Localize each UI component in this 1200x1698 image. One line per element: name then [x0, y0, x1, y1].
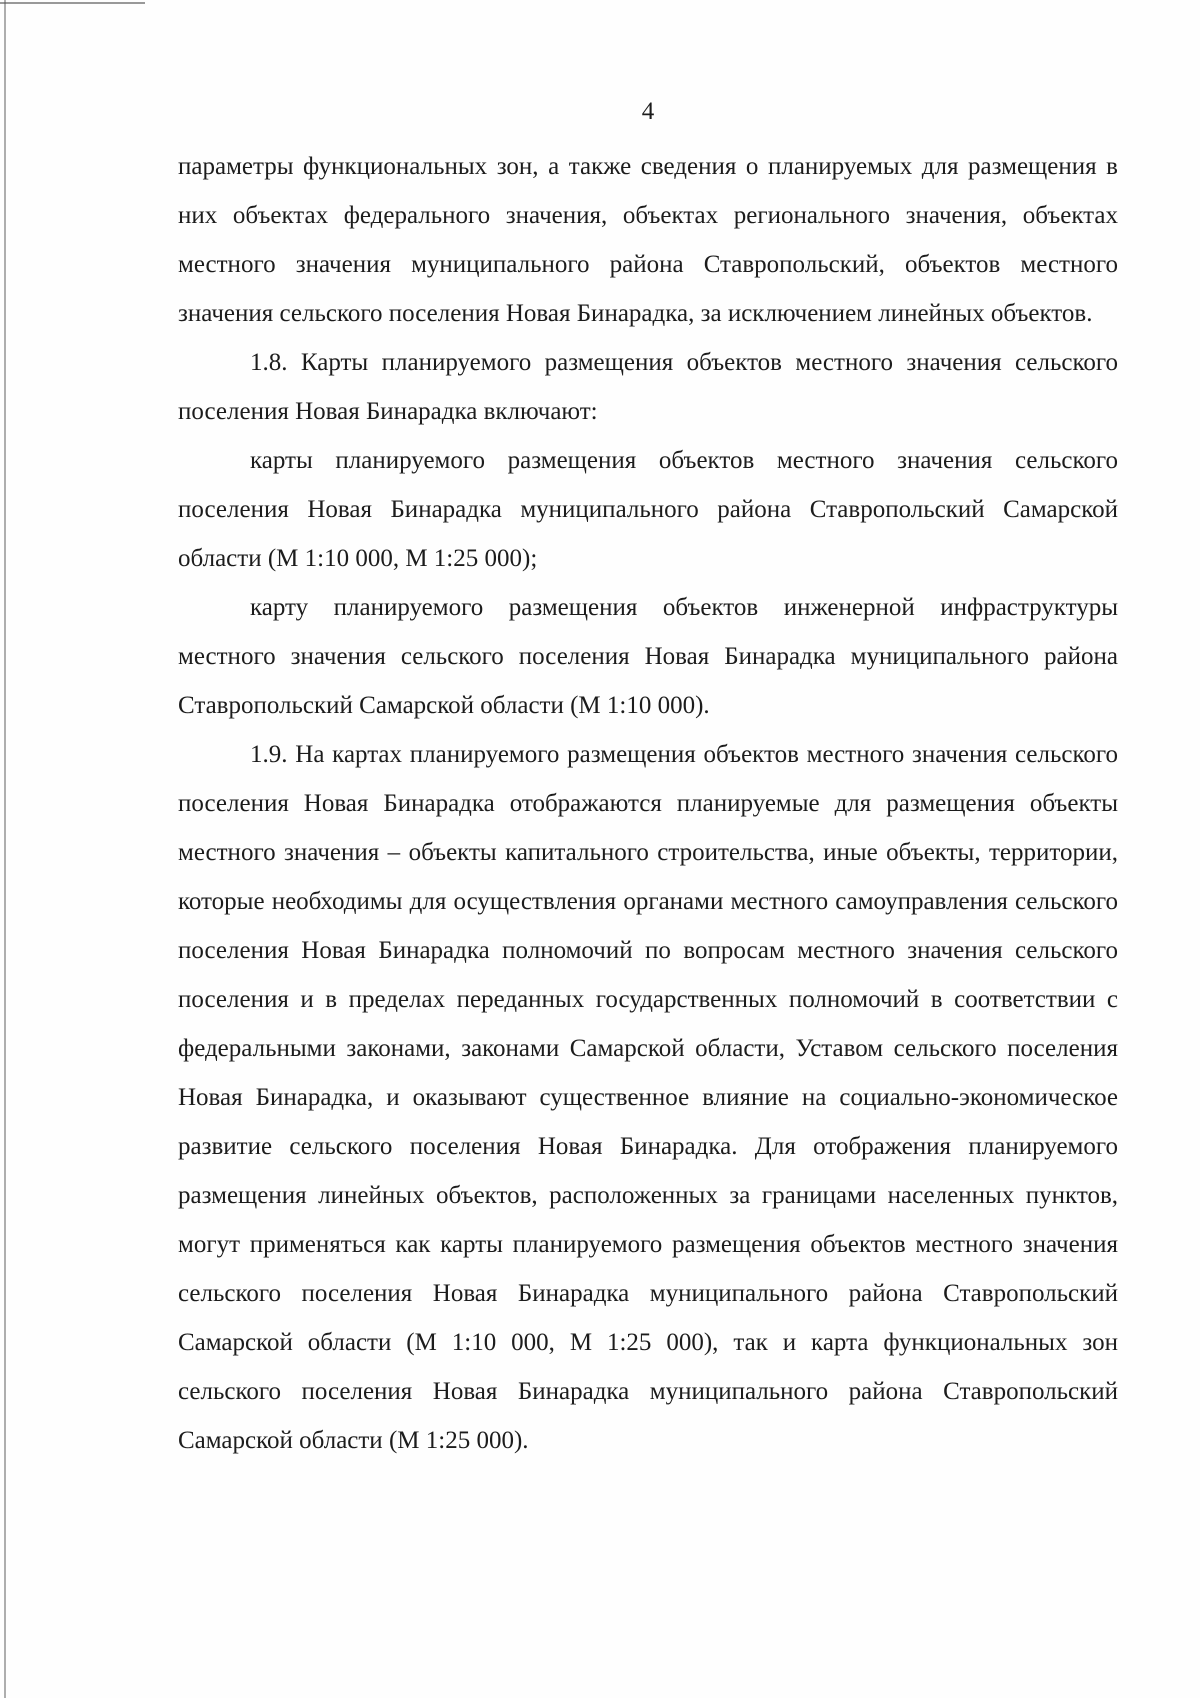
paragraph-map-infrastructure: карту планируемого размещения объектов инженерной инфраструктуры местного значения сельского поселения Новая Бинарадка муниципального района Ставропольский Самарской области (М 1:10 000). — [178, 594, 1118, 719]
scan-left-edge — [4, 0, 6, 1698]
paragraph-maps-local: карты планируемого размещения объектов местного значения сельского поселения Новая Бинарадка муниципального района Ставропольский Самарской области (М 1:10 000, М 1:25 000); — [178, 447, 1118, 572]
paragraph-1-9: 1.9. На картах планируемого размещения объектов местного значения сельского поселения Новая Бинарадка отображаются планируемые для размещения объекты местного значения – объекты капитального строительства, иные объекты, территории, которые необходимы для осуществления органами местного самоуправления сельского поселения Новая Бинарадка полномочий по вопросам местного значения сельского поселения и в пределах переданных государственных полномочий в соответствии с федеральными законами, законами Самарской области, Уставом сельского поселения Новая Бинарадка, и оказывают существенное влияние на социально-экономическое развитие сельского поселения Новая Бинарадка. Для отображения планируемого размещения линейных объектов, расположенных за границами населенных пунктов, могут применяться как карты планируемого размещения объектов местного значения сельского поселения Новая Бинарадка муниципального района Ставропольский Самарской области (М 1:10 000, М 1:25 000), так и карта функциональных зон сельского поселения Новая Бинарадка муниципального района Ставропольский Самарской области (М 1:25 000). — [178, 741, 1118, 1454]
page-number: 4 — [641, 98, 655, 125]
paragraph-1-8: 1.8. Карты планируемого размещения объектов местного значения сельского поселения Новая Бинарадка включают: — [178, 349, 1118, 425]
paragraph-continuation: параметры функциональных зон, а также сведения о планируемых для размещения в них объектах федерального значения, объектах регионального значения, объектах местного значения муниципального района Ставропольский, объектов местного значения сельского поселения Новая Бинарадка, за исключением линейных объектов. — [178, 153, 1118, 327]
scan-top-edge — [0, 2, 145, 4]
document-body — [178, 142, 1118, 1465]
